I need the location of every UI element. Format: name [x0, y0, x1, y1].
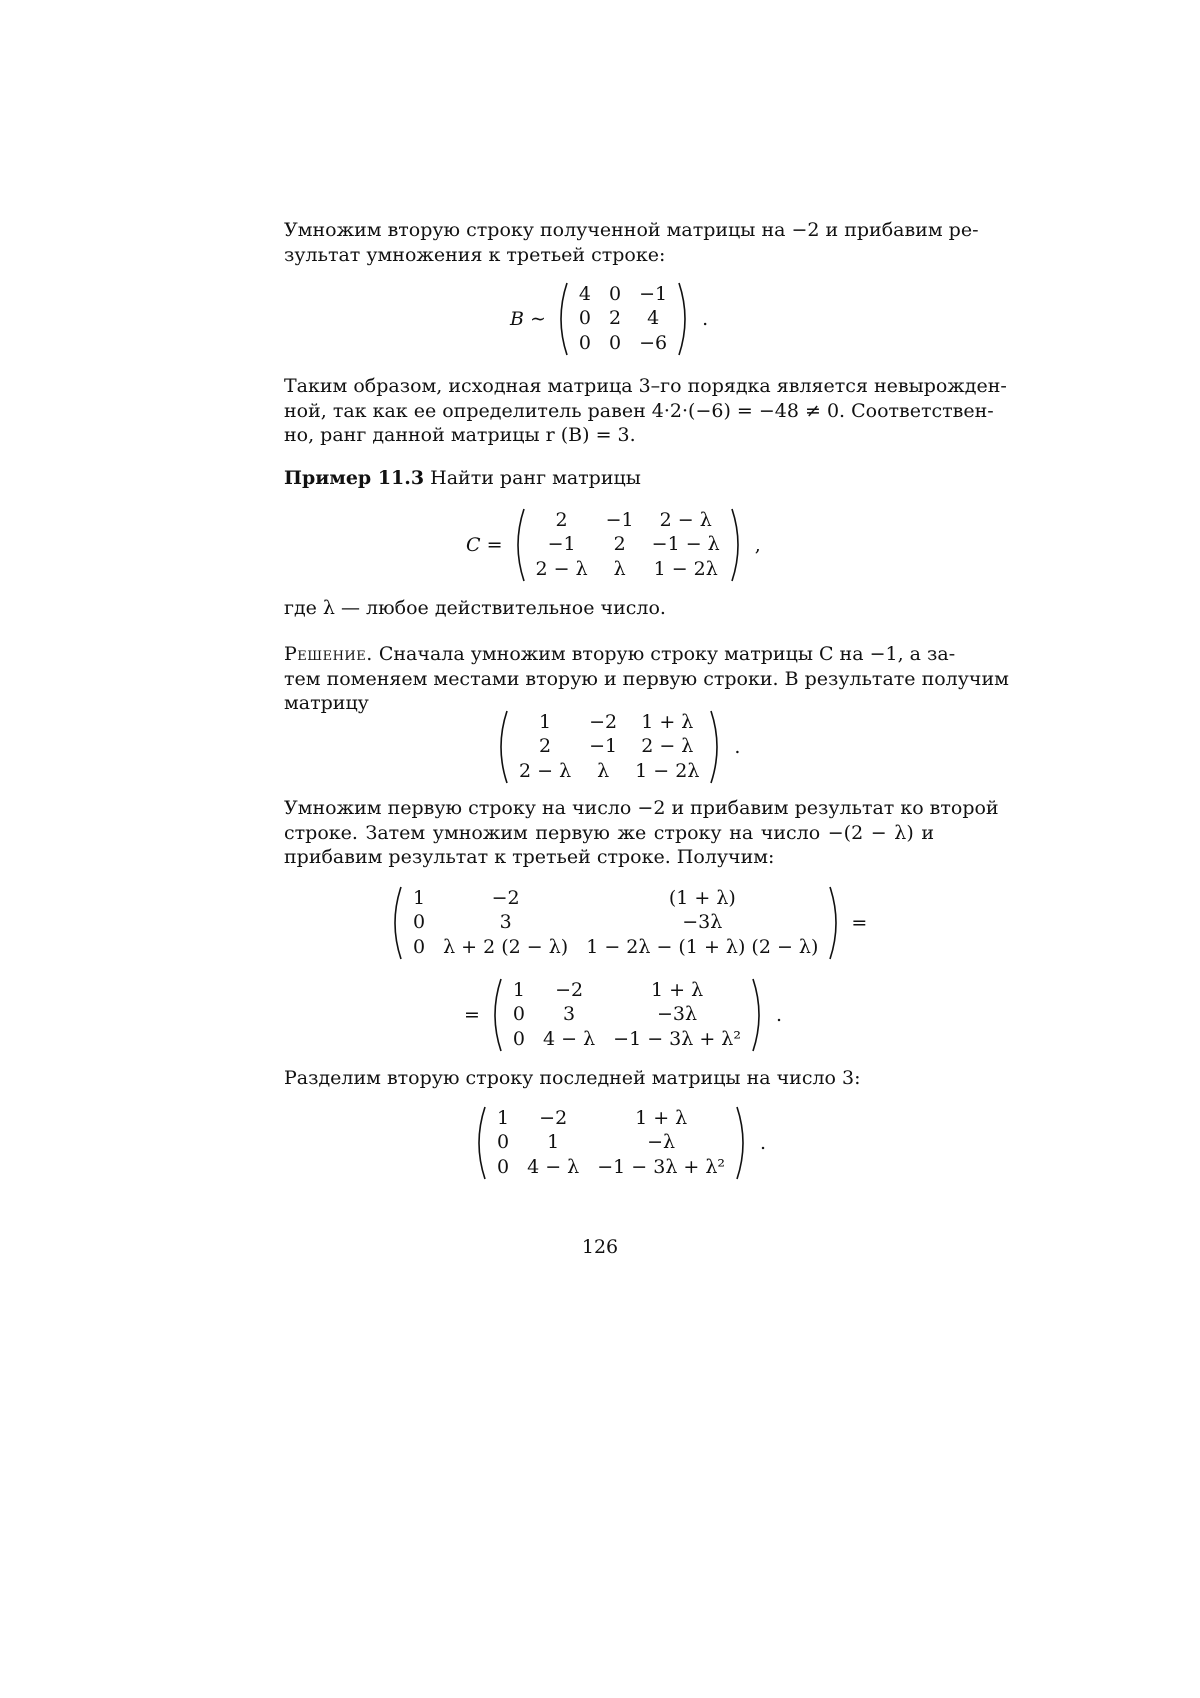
matrix-cell: −1 — [639, 282, 668, 305]
matrix-cell: 0 — [497, 1156, 510, 1179]
matrix-cell: λ — [613, 558, 626, 581]
matrix-cell: −1 — [589, 735, 618, 758]
left-paren — [388, 886, 404, 960]
matrix-5 — [488, 978, 766, 1052]
equation-relation: = — [464, 1004, 480, 1026]
matrix-cell: 4 − λ — [527, 1156, 580, 1179]
equation-5 — [456, 978, 782, 1052]
matrix-cell: 0 — [609, 282, 622, 305]
matrix-4 — [388, 886, 843, 960]
equation-punct: , — [754, 534, 761, 556]
right-paren — [750, 978, 766, 1052]
matrix-cell: 1 — [547, 1131, 560, 1154]
text-line: но, ранг данной матрицы r (B) = 3. — [284, 424, 636, 447]
text-line: Сначала умножим вторую строку матрицы C на −1, а за- — [378, 643, 956, 665]
matrix-cell: 0 — [609, 332, 622, 355]
matrix-6 — [472, 1106, 750, 1180]
matrix-cell: 1 − 2λ — [635, 760, 700, 783]
paragraph-3 — [284, 596, 934, 621]
matrix-cell: 1 − 2λ − (1 + λ) (2 − λ) — [586, 936, 819, 959]
right-paren — [708, 710, 724, 784]
matrix-cell: 2 − λ — [519, 760, 572, 783]
matrix-cell: 2 − λ — [659, 508, 712, 531]
equation-3 — [494, 710, 740, 784]
right-paren — [734, 1106, 750, 1180]
matrix-cell: −3λ — [657, 1003, 698, 1026]
solution-label: Решение. — [284, 643, 373, 665]
matrix-cell: 1 — [512, 978, 526, 1001]
left-paren — [472, 1106, 488, 1180]
matrix-cell: 4 — [578, 282, 592, 305]
text-line: матрицу — [284, 692, 369, 715]
equation-4 — [388, 886, 875, 960]
matrix-cell: −2 — [491, 886, 520, 909]
paragraph-solution — [284, 642, 1009, 716]
matrix-cell: −2 — [539, 1106, 568, 1129]
right-paren — [729, 508, 745, 582]
matrix-cell: 0 — [497, 1131, 510, 1154]
matrix-cell: −1 − 3λ + λ² — [613, 1028, 741, 1051]
right-paren — [676, 282, 692, 356]
matrix-body — [527, 508, 729, 582]
matrix-body — [510, 710, 708, 784]
equation-punct: . — [734, 736, 741, 758]
matrix-cell: 2 — [555, 508, 568, 531]
matrix-cell: −2 — [555, 978, 584, 1001]
paragraph-6 — [284, 1066, 934, 1091]
example-text: Найти ранг матрицы — [430, 467, 641, 489]
equation-lhs: C = — [466, 534, 503, 556]
matrix-body — [570, 282, 676, 356]
matrix-cell: 0 — [512, 1028, 526, 1051]
matrix-body — [504, 978, 750, 1052]
matrix-cell: 4 — [647, 307, 660, 330]
text-line: Разделим вторую строку последней матрицы на число 3: — [284, 1067, 861, 1089]
matrix-cell: −1 — [605, 508, 634, 531]
matrix-cell: −λ — [647, 1131, 676, 1154]
matrix-cell: 2 — [613, 533, 626, 556]
matrix-cell: (1 + λ) — [668, 886, 736, 909]
matrix-3 — [494, 710, 724, 784]
page-number: 126 — [581, 1236, 619, 1258]
matrix-cell: λ + 2 (2 − λ) — [443, 936, 569, 959]
matrix-cell: 1 + λ — [641, 710, 694, 733]
equation-b — [510, 282, 708, 356]
matrix-cell: 3 — [499, 911, 512, 934]
matrix-cell: −3λ — [682, 911, 723, 934]
text-line: прибавим результат к третьей строке. Получим: — [284, 846, 775, 869]
left-paren — [554, 282, 570, 356]
equation-relation: = — [851, 912, 868, 934]
matrix-cell: 0 — [413, 911, 426, 934]
text-line: зультат умножения к третьей строке: — [284, 243, 666, 266]
left-paren — [511, 508, 527, 582]
matrix-cell: 0 — [578, 332, 592, 355]
equation-c — [466, 508, 761, 582]
paragraph-5 — [284, 796, 999, 870]
text-line: строке. Затем умножим первую же строку на число −(2 − λ) и — [284, 821, 934, 844]
equation-punct: . — [760, 1132, 767, 1154]
matrix-b — [554, 282, 692, 356]
text-line: тем поменяем местами вторую и первую строки. В результате получим — [284, 667, 1009, 690]
matrix-body — [488, 1106, 734, 1180]
left-paren — [494, 710, 510, 784]
matrix-cell: 2 − λ — [641, 735, 694, 758]
matrix-cell: 1 — [413, 886, 426, 909]
matrix-cell: 0 — [578, 307, 592, 330]
matrix-cell: −1 − λ — [651, 533, 720, 556]
matrix-cell: 1 − 2λ — [653, 558, 718, 581]
matrix-cell: 1 — [539, 710, 552, 733]
matrix-cell: 1 + λ — [635, 1106, 688, 1129]
matrix-cell: −2 — [589, 710, 618, 733]
matrix-body — [404, 886, 827, 960]
example-label: Пример 11.3 — [284, 467, 425, 489]
matrix-c — [511, 508, 745, 582]
matrix-cell: 3 — [563, 1003, 576, 1026]
example-heading — [284, 466, 934, 491]
text-line: ной, так как ее определитель равен 4·2·(−6) = −48 ≠ 0. Соответствен- — [284, 399, 994, 422]
matrix-cell: 0 — [512, 1003, 526, 1026]
text-line: где λ — любое действительное число. — [284, 597, 666, 619]
text-line: Умножим вторую строку полученной матрицы на −2 и прибавим ре- — [284, 219, 979, 241]
matrix-cell: λ — [597, 760, 610, 783]
matrix-cell: 4 − λ — [543, 1028, 596, 1051]
equation-punct: . — [702, 308, 709, 330]
matrix-cell: −1 − 3λ + λ² — [597, 1156, 726, 1179]
text-line: Таким образом, исходная матрица 3–го порядка является невырожден- — [284, 375, 1007, 397]
equation-punct: . — [775, 1004, 782, 1026]
right-paren — [827, 886, 843, 960]
equation-6 — [472, 1106, 766, 1180]
matrix-cell: 1 + λ — [650, 978, 704, 1001]
matrix-cell: 1 — [497, 1106, 510, 1129]
equation-lhs: B ∼ — [510, 308, 546, 330]
matrix-cell: 0 — [413, 936, 426, 959]
matrix-cell: 2 − λ — [535, 558, 588, 581]
matrix-cell: 2 — [609, 307, 622, 330]
text-line: Умножим первую строку на число −2 и прибавим результат ко второй — [284, 797, 999, 819]
paragraph-1 — [284, 218, 979, 267]
matrix-cell: −6 — [639, 332, 668, 355]
paragraph-2 — [284, 374, 1007, 448]
matrix-cell: −1 — [547, 533, 576, 556]
left-paren — [488, 978, 504, 1052]
matrix-cell: 2 — [539, 735, 552, 758]
